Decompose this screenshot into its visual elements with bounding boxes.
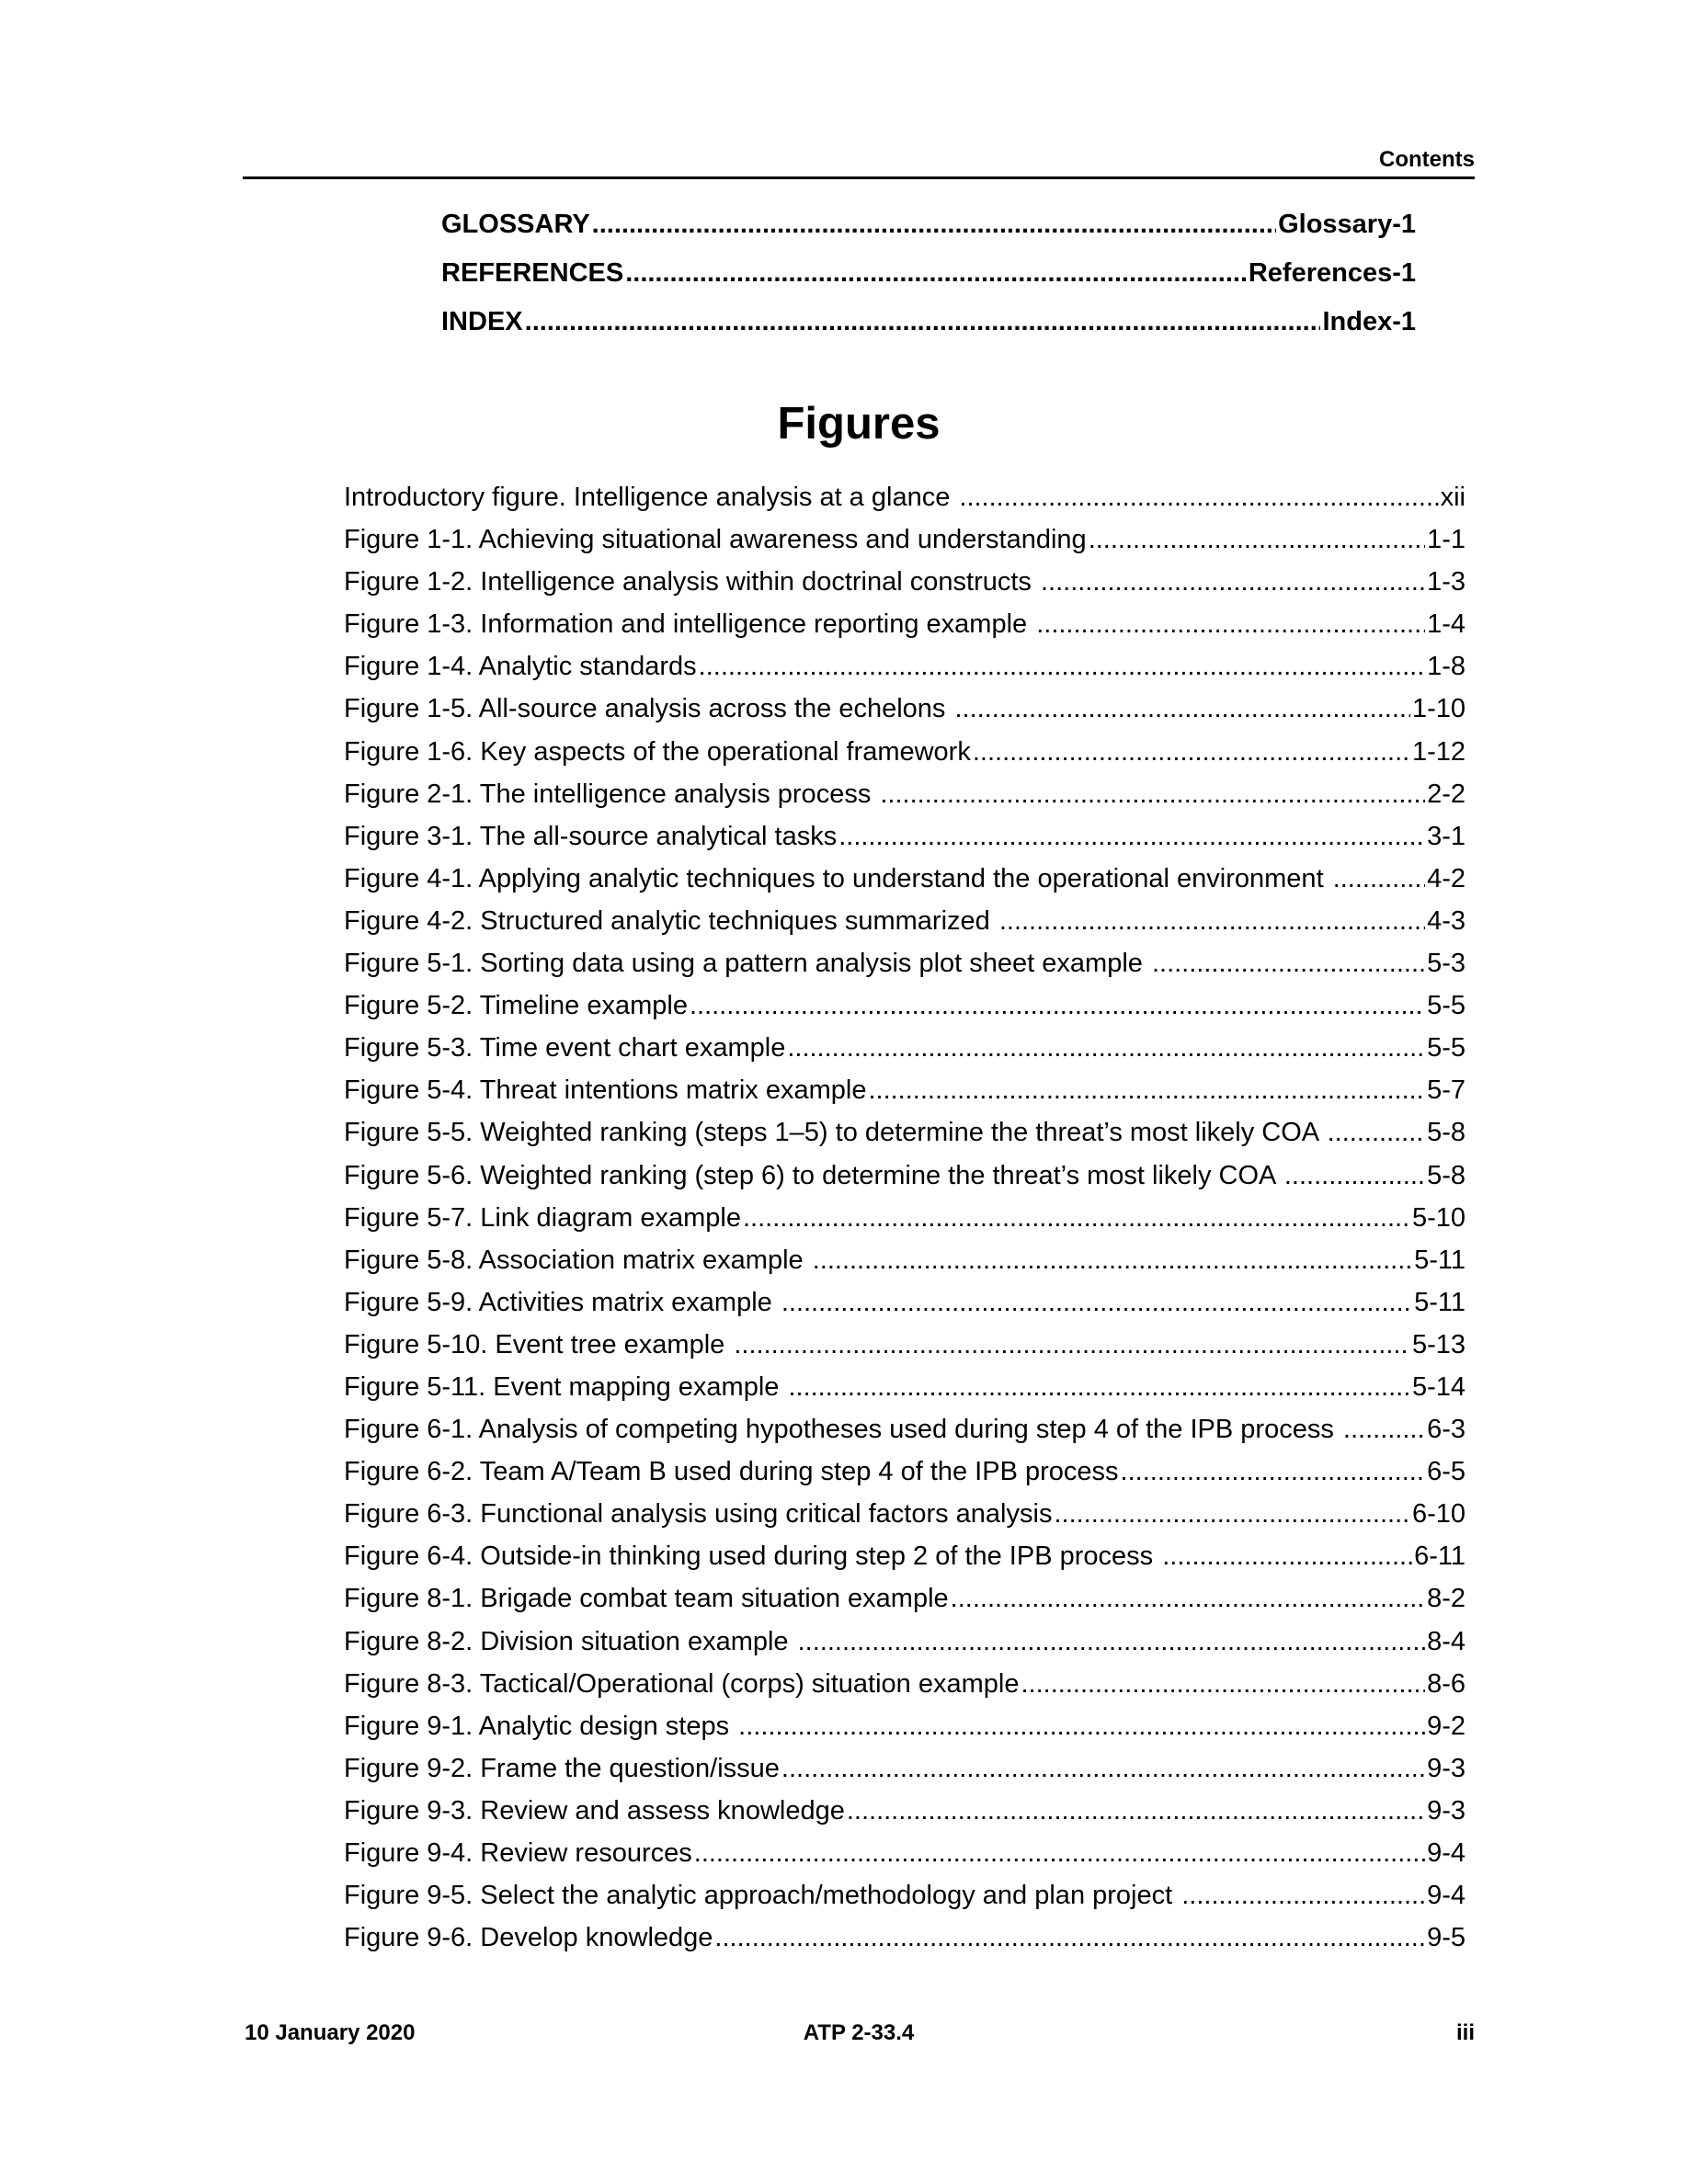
dot-leader: [1343, 1415, 1425, 1445]
figure-list-item[interactable]: [344, 1330, 1466, 1372]
figure-title: Figure 6-4. Outside-in thinking used during step 2 of the IPB process: [344, 1541, 1161, 1572]
figure-list-item[interactable]: [344, 991, 1466, 1033]
figure-title: Figure 6-2. Team A/Team B used during step 4 of the IPB process: [344, 1457, 1119, 1487]
figure-page-number: 1-3: [1427, 567, 1466, 597]
figure-page-number: xii: [1440, 483, 1466, 512]
toc-entry-index[interactable]: [441, 307, 1416, 356]
figure-title: Figure 5-4. Threat intentions matrix example: [344, 1075, 867, 1106]
dot-leader: [592, 210, 1276, 240]
figure-title: Figure 5-10. Event tree example: [344, 1329, 733, 1359]
toc-entry-label: GLOSSARY: [441, 210, 590, 239]
figure-list-item[interactable]: [344, 1203, 1466, 1246]
figure-list-item[interactable]: [344, 1838, 1466, 1881]
figure-title: Figure 9-3. Review and assess knowledge: [344, 1795, 845, 1826]
figure-page-number: 9-3: [1427, 1753, 1466, 1783]
dot-leader: [1021, 1669, 1425, 1700]
figure-title: Figure 5-8. Association matrix example: [344, 1245, 811, 1275]
dot-leader: [1036, 609, 1425, 640]
figure-title: Figure 2-1. The intelligence analysis process: [344, 779, 879, 809]
figure-page-number: 9-4: [1427, 1838, 1466, 1868]
dot-leader: [743, 1203, 1410, 1234]
figure-list-item[interactable]: [344, 1669, 1466, 1712]
figure-list-item[interactable]: [344, 1627, 1466, 1669]
figure-list-item[interactable]: [344, 779, 1466, 822]
figure-page-number: 5-11: [1414, 1245, 1466, 1275]
dot-leader: [690, 991, 1425, 1021]
figure-list-item[interactable]: [344, 822, 1466, 864]
figure-page-number: 1-8: [1427, 652, 1466, 682]
figure-title: Figure 1-5. All-source analysis across the echelons: [344, 694, 953, 724]
page-header: [243, 143, 1475, 180]
figure-list-item[interactable]: [344, 906, 1466, 949]
figure-list-item[interactable]: [344, 1457, 1466, 1499]
dot-leader: [973, 737, 1410, 768]
dot-leader: [1333, 864, 1425, 894]
figure-title: Figure 1-1. Achieving situational awareness and understanding: [344, 525, 1087, 555]
toc-entry-references[interactable]: [441, 258, 1416, 307]
figure-page-number: 9-3: [1427, 1795, 1466, 1826]
figure-page-number: 2-2: [1427, 779, 1466, 809]
figure-list-item[interactable]: [344, 694, 1466, 736]
dot-leader: [954, 694, 1409, 724]
figure-title: Figure 9-2. Frame the question/issue: [344, 1753, 780, 1783]
figure-list-item[interactable]: [344, 483, 1466, 525]
dot-leader: [847, 1796, 1425, 1826]
dot-leader: [880, 779, 1425, 810]
figure-list-item[interactable]: [344, 1372, 1466, 1415]
figure-list-item[interactable]: [344, 1499, 1466, 1541]
toc-entry-label: REFERENCES: [441, 258, 624, 288]
figure-page-number: 5-5: [1427, 1033, 1466, 1064]
dot-leader: [1089, 525, 1425, 555]
dot-leader: [1041, 567, 1425, 597]
figure-list-item[interactable]: [344, 567, 1466, 609]
figure-title: Figure 4-2. Structured analytic techniques summarized: [344, 905, 998, 936]
figure-page-number: 5-7: [1427, 1075, 1466, 1106]
figure-page-number: 6-5: [1427, 1457, 1466, 1487]
dot-leader: [868, 1075, 1425, 1106]
toc-entry-page: Glossary-1: [1278, 210, 1416, 239]
dot-leader: [1121, 1457, 1426, 1487]
figure-list-item[interactable]: [344, 1541, 1466, 1584]
dot-leader: [999, 906, 1425, 937]
figures-heading: Figures: [777, 399, 941, 449]
figure-page-number: 5-10: [1411, 1202, 1466, 1233]
dot-leader: [959, 483, 1438, 513]
figure-page-number: 1-10: [1411, 694, 1466, 724]
figure-page-number: 1-1: [1427, 525, 1466, 555]
figure-title: Figure 5-3. Time event chart example: [344, 1033, 786, 1064]
figure-page-number: 4-3: [1427, 905, 1466, 936]
figure-page-number: 5-8: [1427, 1118, 1466, 1148]
dot-leader: [714, 1923, 1425, 1953]
figure-list-item[interactable]: [344, 1754, 1466, 1796]
figure-list-item[interactable]: [344, 1712, 1466, 1754]
figure-page-number: 8-6: [1427, 1668, 1466, 1699]
figure-title: Figure 1-6. Key aspects of the operational framework: [344, 736, 971, 767]
figure-title: Figure 1-3. Information and intelligence reporting example: [344, 609, 1035, 640]
figure-page-number: 5-5: [1427, 991, 1466, 1021]
figure-title: Figure 3-1. The all-source analytical tasks: [344, 821, 838, 851]
dot-leader: [1284, 1161, 1425, 1191]
figure-page-number: 9-5: [1427, 1923, 1466, 1953]
figure-page-number: 9-4: [1427, 1881, 1466, 1911]
toc-entry-page: References-1: [1248, 258, 1416, 288]
footer-document-number: ATP 2-33.4: [803, 2020, 915, 2045]
dot-leader: [694, 1838, 1425, 1869]
figure-page-number: 9-2: [1427, 1711, 1466, 1741]
dot-leader: [734, 1330, 1410, 1360]
figure-title: Figure 6-3. Functional analysis using critical factors analysis: [344, 1499, 1053, 1530]
dot-leader: [1328, 1118, 1425, 1148]
figure-title: Figure 8-1. Brigade combat team situation example: [344, 1584, 949, 1614]
figure-title: Figure 1-4. Analytic standards: [344, 652, 697, 682]
figure-title: Figure 8-3. Tactical/Operational (corps) situation example: [344, 1668, 1020, 1699]
dot-leader: [738, 1712, 1425, 1742]
figure-list-item[interactable]: [344, 1881, 1466, 1923]
dot-leader: [1162, 1541, 1412, 1572]
figure-title: Figure 8-2. Division situation example: [344, 1626, 796, 1656]
figure-page-number: 5-11: [1414, 1287, 1466, 1317]
figure-title: Figure 9-6. Develop knowledge: [344, 1923, 713, 1953]
figure-page-number: 5-3: [1427, 949, 1466, 979]
header-rule: [243, 176, 1475, 179]
figure-list-item[interactable]: [344, 1161, 1466, 1203]
figures-list: [344, 483, 1466, 1965]
dot-leader: [798, 1627, 1425, 1657]
figure-list-item[interactable]: [344, 1075, 1466, 1118]
figure-page-number: 1-4: [1427, 609, 1466, 640]
figure-list-item[interactable]: [344, 525, 1466, 567]
dot-leader: [787, 1033, 1425, 1064]
dot-leader: [781, 1288, 1412, 1318]
figure-page-number: 1-12: [1411, 736, 1466, 767]
figure-title: Figure 5-9. Activities matrix example: [344, 1287, 780, 1317]
figure-title: Figure 5-2. Timeline example: [344, 991, 688, 1021]
toc-entry-label: INDEX: [441, 307, 523, 336]
figure-page-number: 3-1: [1427, 821, 1466, 851]
figure-title: Figure 1-2. Intelligence analysis within doctrinal constructs: [344, 567, 1039, 597]
dot-leader: [525, 307, 1321, 337]
dot-leader: [813, 1246, 1412, 1276]
toc-entry-glossary[interactable]: [441, 210, 1416, 258]
figure-page-number: 5-14: [1411, 1371, 1466, 1402]
figure-title: Figure 5-7. Link diagram example: [344, 1202, 741, 1233]
figure-list-item[interactable]: [344, 1118, 1466, 1160]
dot-leader: [951, 1584, 1425, 1614]
figure-list-item[interactable]: [344, 864, 1466, 906]
figure-page-number: 5-13: [1411, 1329, 1466, 1359]
toc-entry-page: Index-1: [1322, 307, 1416, 336]
figure-list-item[interactable]: [344, 652, 1466, 694]
figure-page-number: 6-10: [1411, 1499, 1466, 1530]
figure-list-item[interactable]: [344, 949, 1466, 991]
figure-page-number: 8-4: [1427, 1626, 1466, 1656]
toc-block: [441, 210, 1416, 356]
figure-title: Figure 9-1. Analytic design steps: [344, 1711, 737, 1741]
figure-list-item[interactable]: [344, 1584, 1466, 1626]
figure-page-number: 6-11: [1414, 1541, 1466, 1572]
figure-list-item[interactable]: [344, 1246, 1466, 1288]
dot-leader: [781, 1754, 1425, 1784]
figure-list-item[interactable]: [344, 1415, 1466, 1457]
dot-leader: [1181, 1881, 1425, 1911]
dot-leader: [1054, 1499, 1410, 1530]
figure-title: Figure 5-6. Weighted ranking (step 6) to determine the threat’s most likely COA: [344, 1160, 1283, 1190]
dot-leader: [625, 258, 1247, 289]
figure-list-item[interactable]: [344, 1923, 1466, 1965]
dot-leader: [1152, 949, 1425, 979]
figure-title: Figure 5-11. Event mapping example: [344, 1371, 787, 1402]
figure-list-item[interactable]: [344, 737, 1466, 779]
footer-page-number: iii: [1455, 2020, 1475, 2045]
figure-title: Figure 9-4. Review resources: [344, 1838, 692, 1868]
figure-title: Figure 6-1. Analysis of competing hypotheses used during step 4 of the IPB process: [344, 1415, 1341, 1445]
footer-date: 10 January 2020: [245, 2020, 416, 2045]
figure-title: Figure 5-1. Sorting data using a pattern analysis plot sheet example: [344, 949, 1150, 979]
dot-leader: [838, 822, 1425, 852]
figure-list-item[interactable]: [344, 1288, 1466, 1330]
page-footer: [243, 2020, 1475, 2057]
figure-page-number: 5-8: [1427, 1160, 1466, 1190]
figure-page-number: 4-2: [1427, 863, 1466, 893]
header-title: Contents: [1379, 147, 1475, 172]
dot-leader: [788, 1372, 1410, 1403]
figure-title: Figure 4-1. Applying analytic techniques to understand the operational environment: [344, 863, 1331, 893]
figure-page-number: 6-3: [1427, 1415, 1466, 1445]
figure-list-item[interactable]: [344, 1033, 1466, 1075]
figure-title: Introductory figure. Intelligence analysis at a glance: [344, 483, 958, 512]
figure-list-item[interactable]: [344, 609, 1466, 652]
figure-title: Figure 9-5. Select the analytic approach/methodology and plan project: [344, 1881, 1180, 1911]
figure-list-item[interactable]: [344, 1796, 1466, 1838]
figure-page-number: 8-2: [1427, 1584, 1466, 1614]
figure-title: Figure 5-5. Weighted ranking (steps 1–5) to determine the threat’s most likely COA: [344, 1118, 1326, 1148]
dot-leader: [699, 652, 1425, 682]
